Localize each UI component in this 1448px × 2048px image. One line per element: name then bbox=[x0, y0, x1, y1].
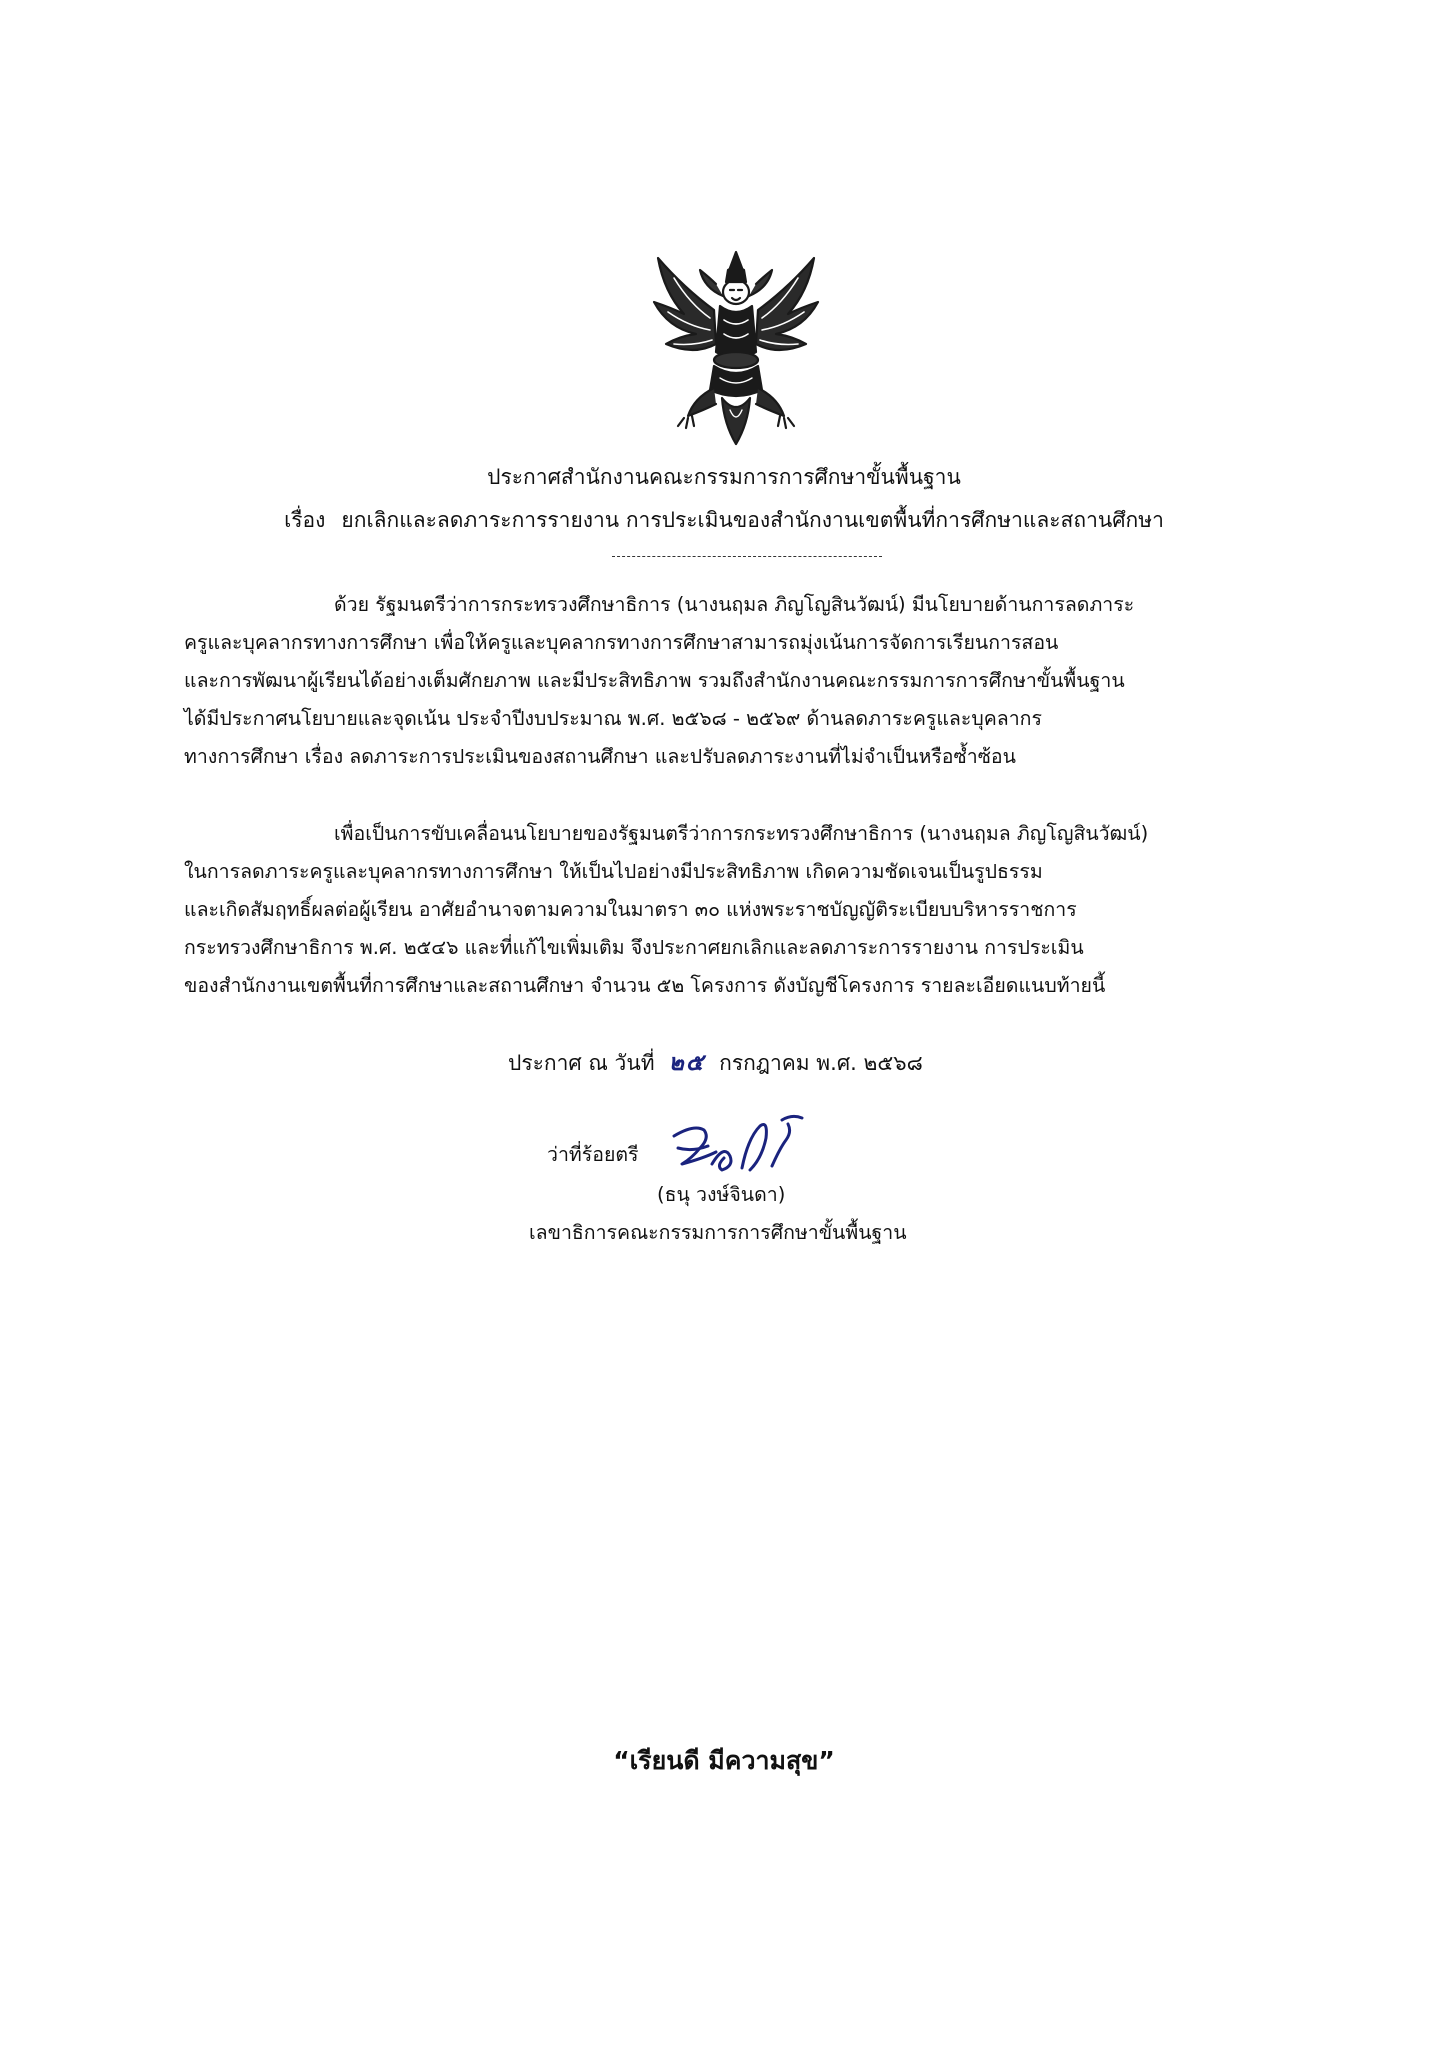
paragraph-2-line: กระทรวงศึกษาธิการ พ.ศ. ๒๕๔๖ และที่แก้ไขเพิ่มเติม จึงประกาศยกเลิกและลดภาระการรายงาน การประเมิน bbox=[184, 936, 1084, 959]
footer-motto: “เรียนดี มีความสุข” bbox=[613, 1746, 835, 1775]
paragraph-1-line: ด้วย รัฐมนตรีว่าการกระทรวงศึกษาธิการ (นางนฤมล ภิญโญสินวัฒน์) มีนโยบายด้านการลดภาระ bbox=[334, 593, 1135, 616]
signer-name: (ธนุ วงษ์จินดา) bbox=[657, 1183, 786, 1206]
announcement-title-text: ประกาศสำนักงานคณะกรรมการการศึกษาขั้นพื้นฐาน bbox=[487, 465, 961, 489]
paragraph-2-line: เพื่อเป็นการขับเคลื่อนนโยบายของรัฐมนตรีว่าการกระทรวงศึกษาธิการ (นางนฤมล ภิญโญสินวัฒน์) bbox=[334, 822, 1149, 845]
garuda-emblem-icon bbox=[644, 248, 829, 448]
header-divider bbox=[612, 556, 882, 557]
signer-position: เลขาธิการคณะกรรมการการศึกษาขั้นพื้นฐาน bbox=[529, 1221, 907, 1244]
signer-rank: ว่าที่ร้อยตรี bbox=[547, 1143, 639, 1166]
announcement-date bbox=[508, 1048, 923, 1078]
date-day-handwritten: ๒๕ bbox=[668, 1050, 706, 1076]
body-paragraph-2 bbox=[184, 815, 1274, 1005]
paragraph-2-line: และเกิดสัมฤทธิ์ผลต่อผู้เรียน อาศัยอำนาจตามความในมาตรา ๓๐ แห่งพระราชบัญญัติระเบียบบริหารราชการ bbox=[184, 898, 1077, 921]
date-prefix: ประกาศ ณ วันที่ bbox=[508, 1051, 655, 1075]
paragraph-2-line: ในการลดภาระครูและบุคลากรทางการศึกษา ให้เป็นไปอย่างมีประสิทธิภาพ เกิดความชัดเจนเป็นรูปธรรม bbox=[184, 860, 1043, 883]
date-month-year: กรกฎาคม พ.ศ. ๒๕๖๘ bbox=[719, 1051, 923, 1075]
announcement-title bbox=[0, 462, 1448, 492]
paragraph-1-line: ทางการศึกษา เรื่อง ลดภาระการประเมินของสถานศึกษา และปรับลดภาระงานที่ไม่จำเป็นหรือซ้ำซ้อน bbox=[184, 745, 1016, 768]
paragraph-2-line: ของสำนักงานเขตพื้นที่การศึกษาและสถานศึกษา จำนวน ๕๒ โครงการ ดังบัญชีโครงการ รายละเอียดแนบท้ายนี้ bbox=[184, 974, 1106, 997]
paragraph-1-line: ได้มีประกาศนโยบายและจุดเน้น ประจำปีงบประมาณ พ.ศ. ๒๕๖๘ - ๒๕๖๙ ด้านลดภาระครูและบุคลากร bbox=[184, 707, 1042, 730]
announcement-subject bbox=[0, 505, 1448, 535]
subject-label: เรื่อง bbox=[284, 508, 326, 532]
body-paragraph-1 bbox=[184, 586, 1274, 776]
paragraph-1-line: ครูและบุคลากรทางการศึกษา เพื่อให้ครูและบุคลากรทางการศึกษาสามารถมุ่งเน้นการจัดการเรียนการสอน bbox=[184, 631, 1059, 654]
subject-text: ยกเลิกและลดภาระการรายงาน การประเมินของสำนักงานเขตพื้นที่การศึกษาและสถานศึกษา bbox=[341, 508, 1164, 532]
paragraph-1-line: และการพัฒนาผู้เรียนได้อย่างเต็มศักยภาพ และมีประสิทธิภาพ รวมถึงสำนักงานคณะกรรมการการศึกษาขั้นพื้นฐาน bbox=[184, 669, 1125, 692]
